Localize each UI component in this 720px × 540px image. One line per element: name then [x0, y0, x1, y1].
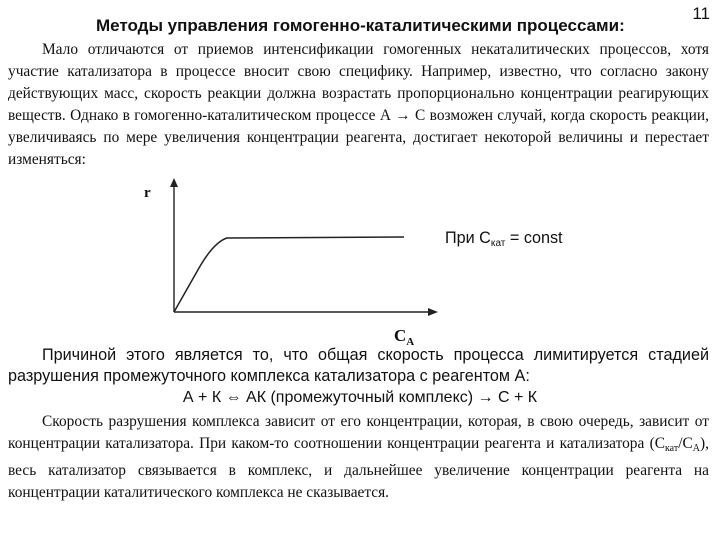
- paragraph-cause: Причиной этого является то, что общая скорость процесса лимитируется стадией разрушения промежуточного комплекса катализатора с реагентом А:: [8, 346, 709, 385]
- paragraph-explanation: Скорость разрушения комплекса зависит от его концентрации, которая, в свою очередь, зависит от концентрации катализатора. При каком-то соотношении концентрации реагента и катализатора $(С_{кат}/С_А)$, весь катализатор связывается в комплекс, и дальнейшее увеличение концентрации реагента на концентрации каталитического комплекса не сказывается.: [8, 413, 709, 501]
- rate-curve: [174, 237, 404, 312]
- rate-vs-concentration-graph: [124, 178, 444, 348]
- reaction-equation: А + К ⇔ АК (промежуточный комплекс) → С + К: [182, 389, 538, 406]
- slide-title: Методы управления гомогенно-каталитическими процессами:: [96, 16, 625, 35]
- page-number: 11: [692, 4, 710, 23]
- graph-y-axis-arrow: [170, 178, 178, 187]
- paragraph-intro: Мало отличаются от приемов интенсификации гомогенных некаталитических процессов, хотя участие катализатора в процессе вносит свою специфику. Например, известно, что согласно закону действующих масс, скорость реакции должна возрастать пропорционально концентрации реагирующих веществ. Однако в гомогенно-каталитическом процессе А → С возможен случай, когда скорость реакции, увеличиваясь по мере увеличения концентрации реагента, достигает некоторой величины и перестает изменяться:: [8, 41, 709, 168]
- graph-condition-label: При $С_{кат}$ = const: [445, 229, 563, 249]
- graph-x-label: $C_A$: [394, 326, 415, 348]
- graph-y-label: r: [144, 185, 151, 201]
- graph-x-axis-arrow: [428, 308, 438, 316]
